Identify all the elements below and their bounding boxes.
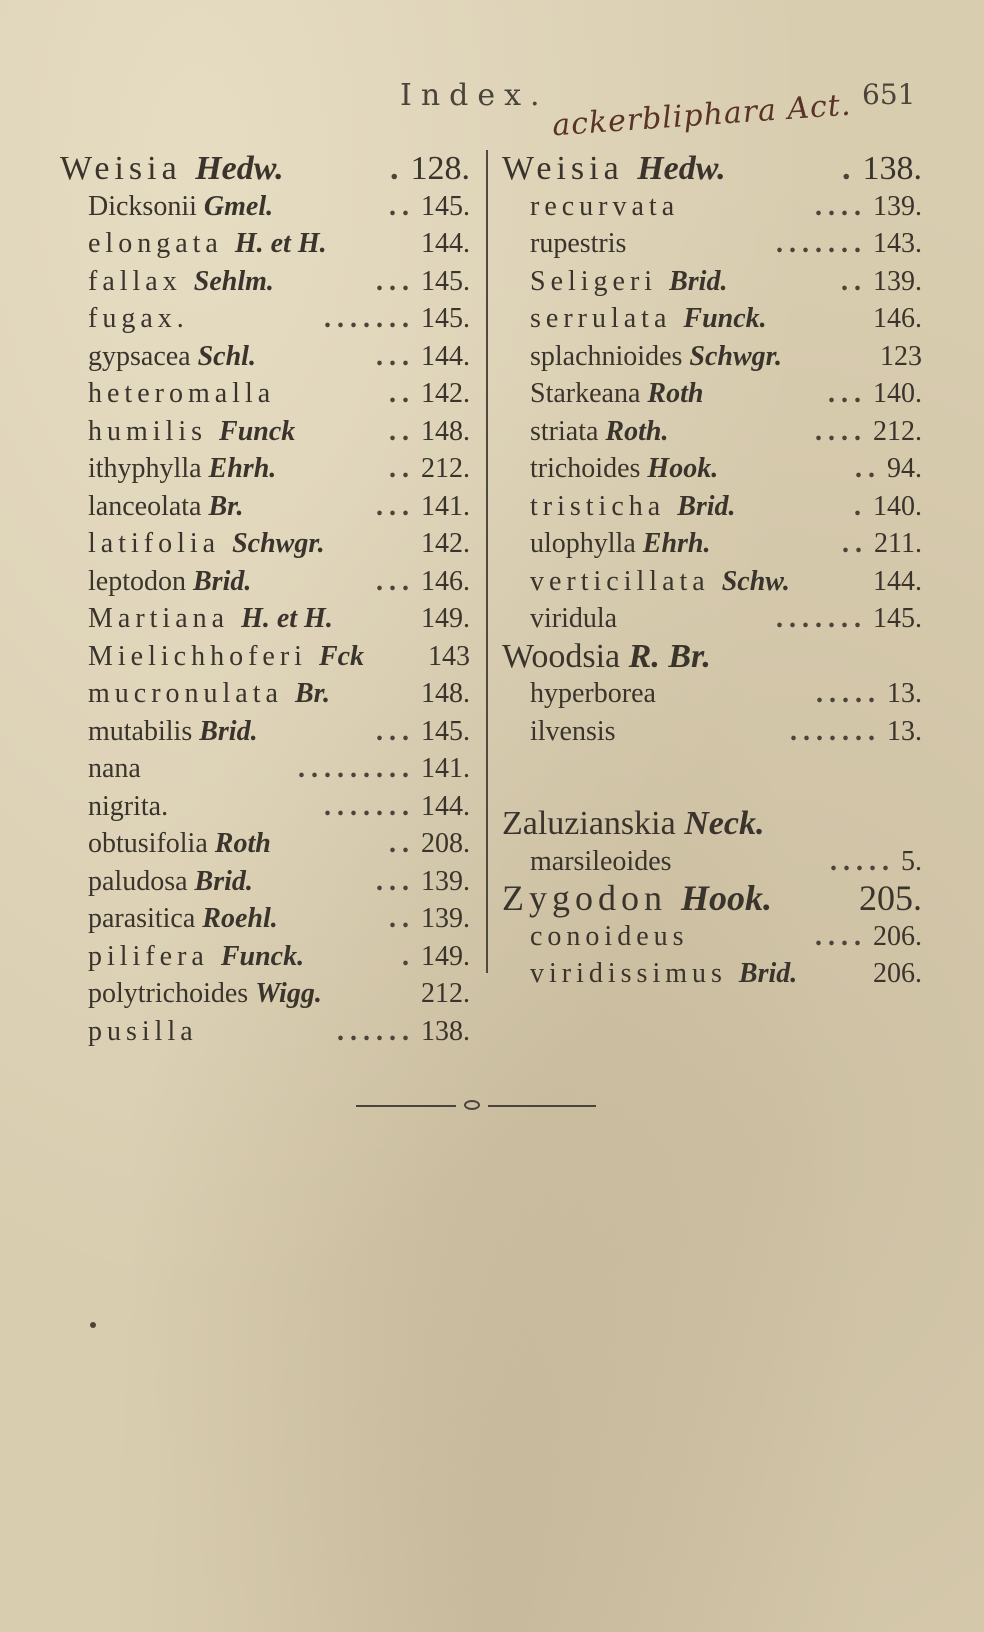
- page-reference: 145.: [421, 715, 470, 747]
- authority: Roth: [647, 378, 704, 409]
- authority: Ehrh.: [208, 453, 277, 484]
- page-reference: 143: [428, 640, 470, 672]
- taxon-name: hyperborea: [530, 678, 656, 709]
- entry-name: [530, 918, 689, 956]
- taxon-name: ilvensis: [530, 715, 616, 747]
- index-species-entry: [60, 825, 470, 863]
- page-reference: 140.: [873, 490, 922, 522]
- leader-dots: ..: [389, 190, 415, 222]
- taxon-name: mutabilis: [88, 715, 193, 747]
- taxon-name: obtusifolia: [88, 828, 208, 859]
- taxon-name: nigrita.: [88, 790, 169, 822]
- taxon-name: recurvata: [530, 190, 680, 222]
- index-genus-entry: [502, 150, 922, 188]
- index-species-entry: [502, 375, 922, 413]
- page-reference: 212.: [421, 453, 470, 484]
- authority: H. et H.: [234, 228, 327, 259]
- entry-name: [530, 225, 626, 263]
- entry-name: [530, 843, 672, 881]
- authority: Brid.: [193, 565, 252, 597]
- leader-dots: .......: [790, 715, 881, 747]
- index-genus-entry: [60, 150, 470, 188]
- index-species-entry: [502, 300, 922, 338]
- page-reference: 141.: [421, 490, 470, 522]
- leader-dots: ...: [376, 490, 415, 522]
- leader-dots: ......: [337, 1015, 415, 1047]
- taxon-name: nana: [88, 753, 141, 784]
- page-reference: 139.: [421, 903, 470, 934]
- taxon-name: polytrichoides: [88, 978, 249, 1009]
- index-species-entry: [60, 188, 470, 226]
- authority: Schwgr.: [689, 340, 783, 372]
- taxon-name: conoideus: [530, 920, 689, 952]
- authority: Brid.: [738, 958, 798, 989]
- entry-name: [88, 600, 333, 638]
- page-reference: 94.: [887, 453, 922, 484]
- taxon-name: ulophylla: [530, 528, 636, 559]
- taxon-name: Zygodon: [502, 878, 667, 918]
- index-species-entry: [502, 600, 922, 638]
- index-species-entry: [60, 563, 470, 601]
- entry-name: [502, 638, 711, 676]
- authority: Ehrh.: [642, 528, 711, 559]
- page-reference: 144.: [421, 228, 470, 259]
- index-species-entry: [502, 488, 922, 526]
- entry-name: [88, 675, 330, 713]
- page-reference: 144.: [873, 565, 922, 597]
- page-reference: 143.: [873, 228, 922, 259]
- index-species-entry: [502, 450, 922, 488]
- entry-name: [530, 263, 727, 301]
- entry-name: [60, 150, 284, 188]
- page-reference: 13.: [887, 678, 922, 709]
- entry-name: [88, 188, 273, 226]
- leader-dots: .....: [816, 678, 881, 709]
- authority: Hedw.: [637, 150, 726, 187]
- page-reference: 211.: [874, 528, 922, 559]
- entry-name: [88, 938, 304, 976]
- leader-dots: .......: [324, 303, 415, 334]
- authority: Hook.: [681, 878, 773, 918]
- index-species-entry: [60, 225, 470, 263]
- index-species-entry: [502, 918, 922, 956]
- index-species-entry: [60, 863, 470, 901]
- page-reference: 138.: [862, 150, 922, 187]
- taxon-name: pusilla: [88, 1015, 198, 1047]
- entry-name: [502, 150, 726, 188]
- authority: Hedw.: [195, 150, 284, 187]
- entry-name: [530, 300, 767, 338]
- entry-name: [88, 1013, 198, 1051]
- entry-name: [530, 413, 668, 451]
- leader-dots: ...: [376, 565, 415, 597]
- page-reference: 146.: [421, 565, 470, 597]
- taxon-name: Weisia: [60, 150, 182, 187]
- leader-dots: ....: [815, 415, 867, 447]
- index-species-entry: [502, 413, 922, 451]
- page-reference: 5.: [901, 845, 922, 877]
- entry-name: [530, 375, 703, 413]
- index-species-entry: [60, 375, 470, 413]
- taxon-name: Starkeana: [530, 378, 641, 409]
- index-species-entry: [60, 450, 470, 488]
- page-reference: 141.: [421, 753, 470, 784]
- page-reference: 145.: [421, 190, 470, 222]
- index-species-entry: [60, 675, 470, 713]
- index-species-entry: [60, 600, 470, 638]
- index-species-entry: [60, 525, 470, 563]
- taxon-name: elongata: [88, 228, 223, 259]
- index-species-entry: [60, 713, 470, 751]
- authority: Br.: [208, 490, 244, 522]
- index-species-entry: [60, 788, 470, 826]
- leader-dots: .: [842, 150, 857, 187]
- taxon-name: fallax: [88, 265, 182, 297]
- authority: Gmel.: [203, 190, 274, 222]
- page-reference: 144.: [421, 340, 470, 372]
- entry-name: [88, 750, 141, 788]
- entry-name: [88, 375, 275, 413]
- index-species-entry: [60, 750, 470, 788]
- index-species-entry: [502, 675, 922, 713]
- index-species-entry: [502, 525, 922, 563]
- leader-dots: ..: [389, 903, 415, 934]
- index-genus-entry: [502, 880, 922, 918]
- taxon-name: Weisia: [502, 150, 624, 187]
- taxon-name: Seligeri: [530, 265, 658, 297]
- page-reference: 148.: [421, 678, 470, 709]
- taxon-name: serrulata: [530, 303, 672, 334]
- taxon-name: fugax.: [88, 303, 189, 334]
- entry-name: [88, 900, 278, 938]
- index-species-entry: [502, 263, 922, 301]
- leader-dots: ...: [376, 865, 415, 897]
- authority: Schl.: [197, 340, 256, 372]
- taxon-name: humilis: [88, 415, 208, 447]
- leader-dots: ..: [389, 828, 415, 859]
- page-reference: 205.: [859, 878, 922, 918]
- index-genus-entry: [502, 638, 922, 676]
- page-reference: 212.: [873, 415, 922, 447]
- authority: Sehlm.: [193, 265, 274, 297]
- page-reference: 145.: [873, 603, 922, 634]
- taxon-name: Woodsia: [502, 637, 621, 675]
- entry-name: [530, 338, 782, 376]
- authority: Brid.: [669, 265, 728, 297]
- entry-name: [530, 188, 679, 226]
- index-species-entry: [502, 563, 922, 601]
- leader-dots: ...: [376, 340, 415, 372]
- authority: Brid.: [199, 715, 258, 747]
- index-column-right: [502, 150, 922, 993]
- entry-name: [88, 563, 251, 601]
- entry-name: [88, 788, 168, 826]
- taxon-name: Zaluzianskia: [502, 805, 676, 842]
- authority: Wigg.: [255, 978, 322, 1009]
- taxon-name: heteromalla: [88, 378, 276, 409]
- page-number: 651: [862, 78, 916, 111]
- leader-dots: ...: [828, 378, 867, 409]
- leader-dots: .: [854, 490, 867, 522]
- taxon-name: rupestris: [530, 228, 627, 259]
- entry-name: [88, 713, 258, 751]
- index-species-entry: [60, 488, 470, 526]
- entry-name: [530, 675, 656, 713]
- column-divider: [486, 150, 488, 973]
- authority: Brid.: [677, 490, 736, 522]
- leader-dots: ....: [815, 920, 867, 952]
- authority: Roehl.: [202, 903, 278, 934]
- index-species-entry: [60, 263, 470, 301]
- page-reference: 149.: [421, 603, 470, 634]
- taxon-name: paludosa: [88, 865, 188, 897]
- authority: H. et H.: [241, 603, 333, 634]
- entry-name: [530, 525, 710, 563]
- index-species-entry: [502, 843, 922, 881]
- section-gap: [502, 750, 922, 805]
- taxon-name: viridissimus: [530, 958, 727, 989]
- page-reference: 146.: [873, 303, 922, 334]
- entry-name: [88, 488, 244, 526]
- taxon-name: Martiana: [88, 603, 230, 634]
- leader-dots: .: [402, 940, 415, 972]
- page-reference: 149.: [421, 940, 470, 972]
- entry-name: [88, 863, 253, 901]
- authority: Funck.: [220, 940, 305, 972]
- leader-dots: ..: [389, 378, 415, 409]
- page-reference: 144.: [421, 790, 470, 822]
- handwritten-annotation: ackerbliphara Act.: [551, 87, 853, 144]
- running-title: Index.: [400, 78, 549, 113]
- taxon-name: leptodon: [88, 565, 186, 597]
- leader-dots: .........: [298, 753, 415, 784]
- taxon-name: mucronulata: [88, 678, 283, 709]
- entry-name: [88, 638, 364, 676]
- index-species-entry: [502, 955, 922, 993]
- authority: Schwgr.: [232, 528, 325, 559]
- page-reference: 139.: [873, 265, 922, 297]
- taxon-name: Dicksonii: [88, 190, 197, 222]
- authority: Schw.: [721, 565, 790, 597]
- page-reference: 206.: [873, 958, 922, 989]
- taxon-name: Mielichhoferi: [88, 640, 307, 672]
- index-species-entry: [60, 338, 470, 376]
- page-reference: 139.: [873, 190, 922, 222]
- leader-dots: ..: [842, 528, 869, 559]
- page-reference: 138.: [421, 1015, 470, 1047]
- entry-name: [530, 713, 616, 751]
- ink-speck: [90, 1322, 96, 1328]
- taxon-name: latifolia: [88, 528, 221, 559]
- index-species-entry: [60, 1013, 470, 1051]
- leader-dots: .......: [324, 790, 415, 822]
- page-reference: 206.: [873, 920, 922, 952]
- page-reference: 208.: [421, 828, 470, 859]
- leader-dots: ....: [815, 190, 867, 222]
- taxon-name: ithyphylla: [88, 453, 202, 484]
- index-species-entry: [60, 300, 470, 338]
- page-reference: 145.: [421, 265, 470, 297]
- authority: Br.: [294, 678, 330, 709]
- entry-name: [88, 225, 327, 263]
- leader-dots: ..: [855, 453, 881, 484]
- page-reference: 140.: [873, 378, 922, 409]
- leader-dots: .......: [776, 228, 867, 259]
- index-species-entry: [502, 713, 922, 751]
- index-species-entry: [60, 638, 470, 676]
- authority: Fck: [318, 640, 365, 672]
- leader-dots: .......: [776, 603, 867, 634]
- authority: Funck.: [683, 303, 767, 334]
- authority: Neck.: [684, 805, 765, 842]
- index-species-entry: [502, 188, 922, 226]
- taxon-name: marsileoides: [530, 845, 672, 877]
- leader-dots: .: [390, 150, 405, 187]
- index-species-entry: [502, 225, 922, 263]
- authority: Roth: [214, 828, 271, 859]
- index-species-entry: [60, 900, 470, 938]
- page-reference: 142.: [421, 528, 470, 559]
- taxon-name: striata: [530, 415, 599, 447]
- taxon-name: lanceolata: [88, 490, 202, 522]
- taxon-name: parasitica: [88, 903, 196, 934]
- entry-name: [88, 300, 189, 338]
- leader-dots: ..: [389, 415, 415, 447]
- page-reference: 145.: [421, 303, 470, 334]
- taxon-name: trichoides: [530, 453, 641, 484]
- entry-name: [502, 880, 772, 918]
- page-reference: 128.: [410, 150, 470, 187]
- taxon-name: splachnioides: [530, 340, 683, 372]
- entry-name: [530, 450, 718, 488]
- index-genus-entry: [502, 805, 922, 843]
- leader-dots: ..: [389, 453, 415, 484]
- page-header: [400, 78, 960, 144]
- taxon-name: tristicha: [530, 490, 666, 522]
- authority: Brid.: [194, 865, 253, 897]
- leader-dots: ...: [376, 715, 415, 747]
- entry-name: [502, 805, 764, 843]
- end-ornament: [356, 1100, 596, 1112]
- entry-name: [530, 955, 797, 993]
- page-reference: 148.: [421, 415, 470, 447]
- taxon-name: pilifera: [88, 940, 209, 972]
- authority: Hook.: [647, 453, 719, 484]
- authority: Funck: [219, 415, 296, 447]
- index-species-entry: [60, 975, 470, 1013]
- index-species-entry: [60, 413, 470, 451]
- index-species-entry: [60, 938, 470, 976]
- entry-name: [88, 413, 295, 451]
- entry-name: [530, 563, 790, 601]
- entry-name: [530, 600, 617, 638]
- leader-dots: .....: [830, 845, 895, 877]
- leader-dots: ..: [841, 265, 867, 297]
- taxon-name: verticillata: [530, 565, 710, 597]
- index-column-left: [60, 150, 470, 1050]
- leader-dots: ...: [376, 265, 415, 297]
- taxon-name: viridula: [530, 603, 618, 634]
- entry-name: [88, 338, 256, 376]
- page-reference: 123: [880, 340, 922, 372]
- taxon-name: gypsacea: [88, 340, 191, 372]
- authority: R. Br.: [628, 637, 711, 675]
- page-reference: 212.: [421, 978, 470, 1009]
- entry-name: [88, 525, 325, 563]
- page-reference: 142.: [421, 378, 470, 409]
- entry-name: [88, 825, 271, 863]
- page-reference: 13.: [887, 715, 922, 747]
- entry-name: [530, 488, 736, 526]
- authority: Roth.: [605, 415, 669, 447]
- page-reference: 139.: [421, 865, 470, 897]
- index-species-entry: [502, 338, 922, 376]
- entry-name: [88, 450, 276, 488]
- entry-name: [88, 975, 322, 1013]
- entry-name: [88, 263, 274, 301]
